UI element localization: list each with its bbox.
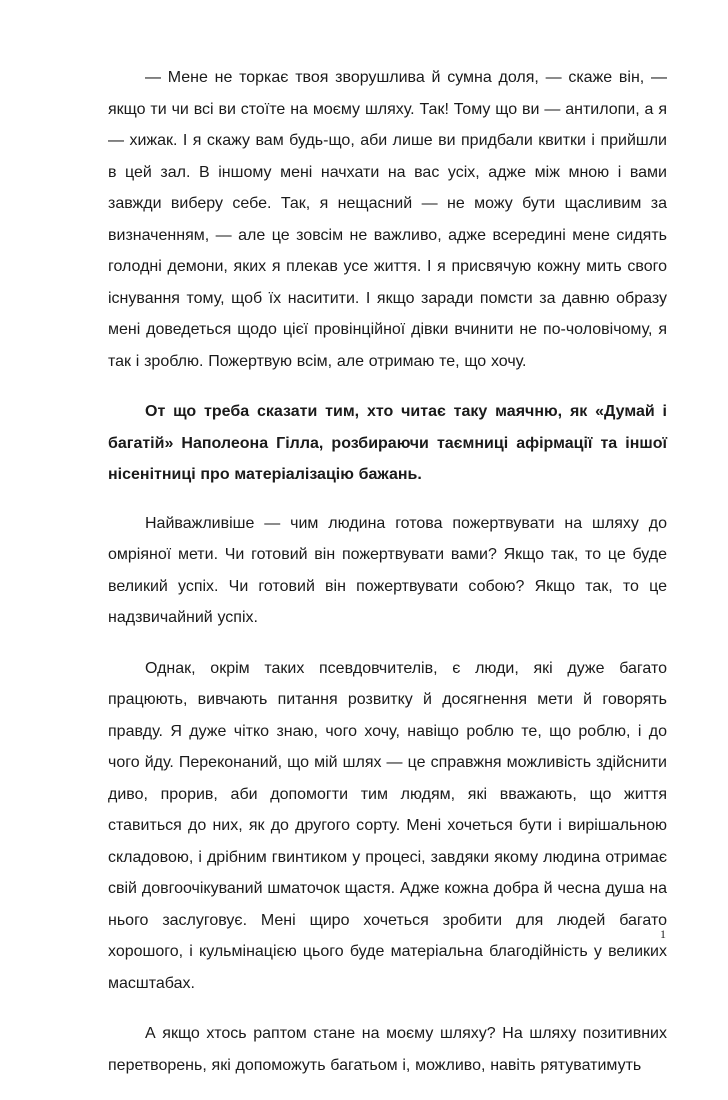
page-number: 1 — [660, 927, 666, 941]
paragraph: А якщо хтось раптом стане на моєму шляху? На шляху позитивних перетворень, які допоможуть багатьом і, можливо, навіть рятуватимуть — [108, 1025, 667, 1074]
paragraph: Найважливіше — чим людина готова пожертвувати на шляху до омріяної мети. Чи готовий він пожертвувати вами? Якщо так, то це буде великий успіх. Чи готовий він пожертвувати собою? Якщо так, то це надзвичайний успіх. — [108, 514, 667, 626]
paragraph: — Мене не торкає твоя зворушлива й сумна доля, — скаже він, — якщо ти чи всі ви стоїте на моєму шляху. Так! Тому що ви — антилопи, а я — хижак. І я скажу вам будь-що, аби лише ви придбали квитки і прийшли в цей зал. В іншому мені начхати на вас усіх, адже між мною і вами завжди виберу себе. Так, я нещасний — не можу бути щасливим за визначенням, — але це зовсім не важливо, адже всередині мене сидять голодні демони, яких я плекав усе життя. І я присвячую кожну мить свого існування тому, щоб їх наситити. І якщо заради помсти за давню образу мені доведеться щодо цієї провінційної дівки вчинити не по-чоловічому, я так і зроблю. Пожертвую всім, але отримаю те, що хочу. — [108, 69, 667, 370]
paragraph: Однак, окрім таких псевдовчителів, є люди, які дуже багато працюють, вивчають питання розвитку й досягнення мети й говорять правду. Я дуже чітко знаю, чого хочу, навіщо роблю те, що роблю, і до чого йду. Переконаний, що мій шлях — це справжня можливість здійснити диво, прорив, аби допомогти тим людям, які вважають, що життя ставиться до них, як до другого сорту. Мені хочеться бути і вирішальною складовою, і дрібним гвинтиком у процесі, завдяки якому людина отримає свій довгоочікуваний шматочок щастя. Адже кожна добра й чесна душа на нього заслуговує. Мені щиро хочеться зробити для людей багато хорошого, і кульмінацією цього буде матеріальна благодійність у великих масштабах. — [108, 659, 667, 992]
document-page — [108, 62, 667, 1100]
bold-paragraph: От що треба сказати тим, хто читає таку маячню, як «Думай і багатій» Наполеона Гілла, розбираючи таємниці афірмації та іншої нісенітниці про матеріалізацію бажань. — [108, 403, 667, 483]
